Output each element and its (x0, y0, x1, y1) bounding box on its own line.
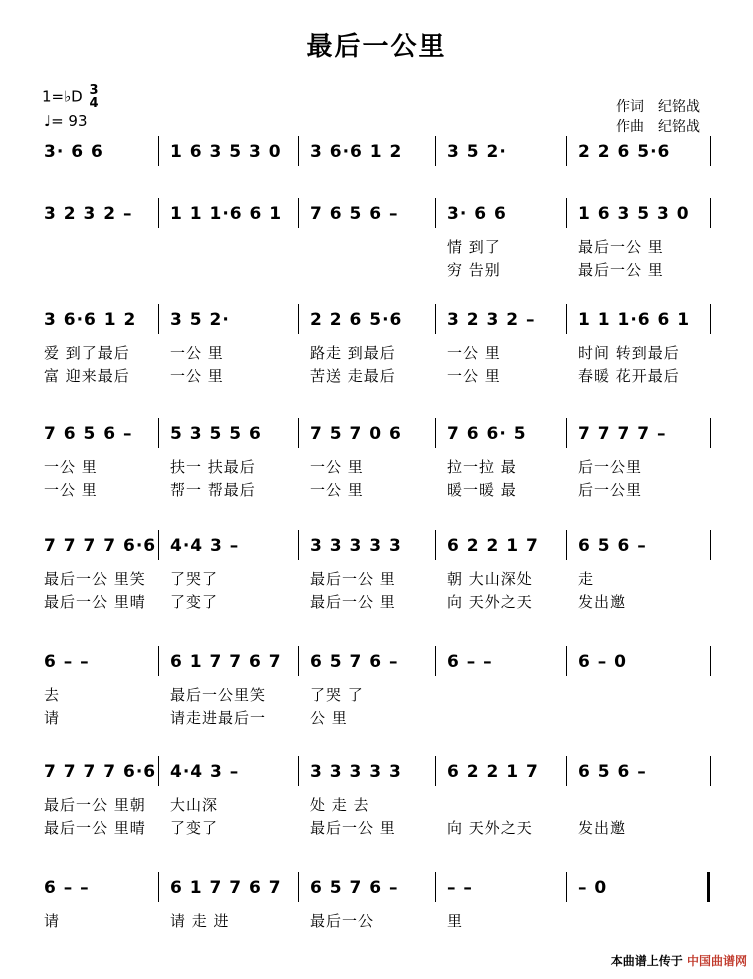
lyric-line-2: 春暖 花开最后 (578, 367, 680, 385)
lyric-line-1: 爱 到了最后 (44, 344, 130, 362)
measure-notes: 3 5 2· (447, 142, 507, 162)
bar-line (298, 136, 299, 166)
lyric-line-2: 一公 里 (447, 367, 501, 385)
lyric-line-2: 帮一 帮最后 (170, 481, 256, 499)
lyric-line-2: 了变了 (170, 819, 219, 837)
bar-line (298, 646, 299, 676)
lyric-line-1: 处 走 去 (310, 796, 370, 814)
lyric-line-2: 最后一公 里晴 (44, 593, 146, 611)
measure-notes: 7 6 5 6 – (44, 424, 133, 444)
measure-notes: 6 – – (44, 878, 90, 898)
bar-line (158, 756, 159, 786)
lyric-line-1: 走 (578, 570, 595, 588)
lyric-line-2: 最后一公 里晴 (44, 819, 146, 837)
measure-notes: 4·4 3 – (170, 536, 240, 556)
lyric-line-2: 一公 里 (310, 481, 364, 499)
lyric-line-1: 一公 里 (310, 458, 364, 476)
lyric-line-1: 最后一公 里 (578, 238, 664, 256)
bar-line (566, 418, 567, 448)
bar-line (435, 646, 436, 676)
lyric-line-1: 一公 里 (447, 344, 501, 362)
lyric-line-2: 向 天外之天 (447, 819, 533, 837)
lyric-line-1: 朝 大山深处 (447, 570, 533, 588)
bar-line (707, 872, 710, 902)
bar-line (298, 872, 299, 902)
measure-notes: 6 1 7 7 6 7 (170, 878, 282, 898)
measure-notes: 3· 6 6 (44, 142, 104, 162)
bar-line (158, 646, 159, 676)
bar-line (298, 304, 299, 334)
bar-line (298, 530, 299, 560)
bar-line (158, 136, 159, 166)
bar-line (435, 872, 436, 902)
lyric-line-1: 时间 转到最后 (578, 344, 680, 362)
measure-notes: 6 – 0 (578, 652, 627, 672)
measure-notes: 6 2 2 1 7 (447, 762, 539, 782)
lyric-line-1: 路走 到最后 (310, 344, 396, 362)
measure-notes: 7 5 7 0 6 (310, 424, 402, 444)
lyric-line-1: 最后一公 里朝 (44, 796, 146, 814)
bar-line (710, 198, 711, 228)
measure-notes: 3 3 3 3 3 (310, 762, 402, 782)
measure-notes: 7 7 7 7 6·6 (44, 762, 157, 782)
time-top: 3 (89, 83, 99, 98)
lyric-line-1: 里 (447, 912, 464, 930)
measure-notes: 4·4 3 – (170, 762, 240, 782)
lyric-line-1: 扶一 扶最后 (170, 458, 256, 476)
measure-notes: 3 3 3 3 3 (310, 536, 402, 556)
bar-line (566, 198, 567, 228)
bar-line (566, 646, 567, 676)
lyric-line-1: 最后一公 (310, 912, 375, 930)
time-signature (90, 84, 99, 110)
measure-notes: 3 5 2· (170, 310, 230, 330)
lyric-line-1: 最后一公里笑 (170, 686, 267, 704)
measure-notes: 7 7 7 7 – (578, 424, 667, 444)
measure-notes: 3 2 3 2 – (447, 310, 536, 330)
bar-line (710, 418, 711, 448)
lyric-line-1: 请 (44, 912, 61, 930)
lyric-line-2: 发出邀 (578, 593, 627, 611)
lyric-line-2: 暖一暖 最 (447, 481, 517, 499)
bar-line (298, 198, 299, 228)
measure-notes: – 0 (578, 878, 608, 898)
key-signature (42, 84, 99, 110)
song-title: 最后一公里 (306, 32, 447, 62)
measure-notes: – – (447, 878, 473, 898)
lyric-line-1: 最后一公 里笑 (44, 570, 146, 588)
bar-line (710, 136, 711, 166)
bar-line (710, 304, 711, 334)
measure-notes: 3· 6 6 (447, 204, 507, 224)
measure-notes: 7 6 5 6 – (310, 204, 399, 224)
site-logo: 中国曲谱网 (686, 954, 747, 968)
measure-notes: 6 2 2 1 7 (447, 536, 539, 556)
bar-line (566, 872, 567, 902)
lyricist-credit: 作词 纪铭战 (616, 99, 700, 115)
lyric-line-1: 最后一公 里 (310, 570, 396, 588)
bar-line (566, 530, 567, 560)
footer-label: 本曲谱上传于 (610, 954, 683, 968)
footer (611, 952, 747, 969)
bar-line (435, 756, 436, 786)
lyric-line-2: 苦送 走最后 (310, 367, 396, 385)
measure-notes: 6 5 6 – (578, 536, 647, 556)
lyric-line-1: 大山深 (170, 796, 219, 814)
bar-line (435, 136, 436, 166)
bar-line (710, 756, 711, 786)
measure-notes: 6 – – (447, 652, 493, 672)
lyric-line-2: 一公 里 (170, 367, 224, 385)
measure-notes: 7 6 6· 5 (447, 424, 527, 444)
lyric-line-2: 穷 告别 (447, 261, 501, 279)
bar-line (158, 304, 159, 334)
lyric-line-2: 最后一公 里 (578, 261, 664, 279)
measure-notes: 1 1 1·6 6 1 (170, 204, 283, 224)
measure-notes: 7 7 7 7 6·6 (44, 536, 157, 556)
measure-notes: 6 5 7 6 – (310, 652, 399, 672)
bar-line (158, 872, 159, 902)
time-bottom: 4 (89, 96, 99, 111)
lyric-line-2: 一公 里 (44, 481, 98, 499)
bar-line (298, 756, 299, 786)
measure-notes: 6 5 7 6 – (310, 878, 399, 898)
measure-notes: 5 3 5 5 6 (170, 424, 262, 444)
bar-line (298, 418, 299, 448)
lyric-line-1: 去 (44, 686, 61, 704)
bar-line (158, 530, 159, 560)
bar-line (435, 304, 436, 334)
bar-line (566, 304, 567, 334)
measure-notes: 6 1 7 7 6 7 (170, 652, 282, 672)
measure-notes: 6 – – (44, 652, 90, 672)
bar-line (710, 646, 711, 676)
lyric-line-1: 情 到了 (447, 238, 501, 256)
bar-line (158, 198, 159, 228)
bar-line (435, 198, 436, 228)
measure-notes: 3 2 3 2 – (44, 204, 133, 224)
measure-notes: 3 6·6 1 2 (310, 142, 403, 162)
lyric-line-2: 了变了 (170, 593, 219, 611)
lyric-line-1: 一公 里 (170, 344, 224, 362)
lyric-line-1: 请 走 进 (170, 912, 230, 930)
measure-notes: 1 1 1·6 6 1 (578, 310, 691, 330)
lyric-line-2: 最后一公 里 (310, 593, 396, 611)
lyric-line-2: 公 里 (310, 709, 348, 727)
bar-line (566, 136, 567, 166)
lyric-line-2: 向 天外之天 (447, 593, 533, 611)
lyric-line-2: 请 (44, 709, 61, 727)
lyric-line-1: 拉一拉 最 (447, 458, 517, 476)
measure-notes: 2 2 6 5·6 (310, 310, 403, 330)
measure-notes: 6 5 6 – (578, 762, 647, 782)
bar-line (435, 530, 436, 560)
bar-line (566, 756, 567, 786)
composer-credit: 作曲 纪铭战 (616, 119, 700, 135)
lyric-line-1: 了哭了 (170, 570, 219, 588)
measure-notes: 1 6 3 5 3 0 (578, 204, 690, 224)
lyric-line-2: 请走进最后一 (170, 709, 267, 727)
lyric-line-2: 发出邀 (578, 819, 627, 837)
tempo-marking: ♩= 93 (44, 112, 88, 130)
measure-notes: 2 2 6 5·6 (578, 142, 671, 162)
lyric-line-2: 富 迎来最后 (44, 367, 130, 385)
lyric-line-1: 后一公里 (578, 458, 643, 476)
measure-notes: 3 6·6 1 2 (44, 310, 137, 330)
measure-notes: 1 6 3 5 3 0 (170, 142, 282, 162)
lyric-line-1: 了哭 了 (310, 686, 364, 704)
key-label: 1=♭D (42, 87, 83, 106)
bar-line (435, 418, 436, 448)
lyric-line-2: 后一公里 (578, 481, 643, 499)
bar-line (158, 418, 159, 448)
bar-line (710, 530, 711, 560)
lyric-line-2: 最后一公 里 (310, 819, 396, 837)
lyric-line-1: 一公 里 (44, 458, 98, 476)
